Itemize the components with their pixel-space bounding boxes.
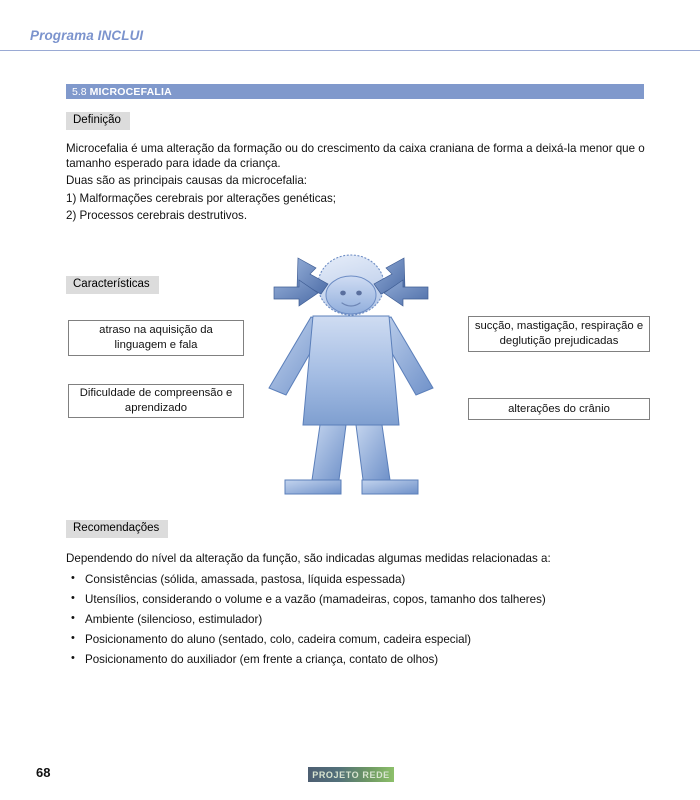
section-title-bar (66, 84, 644, 99)
definition-body (66, 141, 651, 224)
figure-leg-left (312, 425, 346, 480)
definition-badge-wrapper (66, 110, 651, 130)
section-name: MICROCEFALIA (89, 85, 172, 98)
header-divider (0, 50, 700, 51)
characteristics-badge-wrapper (66, 274, 159, 294)
list-item (66, 592, 651, 607)
characteristic-box-linguagem: atraso na aquisição da linguagem e fala (68, 320, 244, 356)
definition-paragraph: Microcefalia é uma alteração da formação ou do crescimento da caixa craniana de forma a deixá-la menor que o tamanho esperado para idade da criança. (66, 141, 645, 171)
bullet-glyph: • (71, 592, 75, 605)
section-number: 5.8 (72, 85, 87, 98)
bullet-glyph: • (71, 612, 75, 625)
list-item (66, 652, 651, 667)
recommendations-list (66, 572, 651, 667)
list-item (66, 632, 651, 647)
header-title: Programa INCLUI (30, 28, 144, 43)
figure-leg-right (356, 425, 390, 480)
page-header (0, 28, 700, 52)
list-item-label: Utensílios, considerando o volume e a vazão (mamadeiras, copos, tamanho dos talheres) (85, 593, 546, 607)
figure-legs (312, 425, 390, 480)
figure-torso (303, 316, 399, 425)
page-number: 68 (36, 765, 51, 780)
list-item-label: Ambiente (silencioso, estimulador) (85, 613, 263, 627)
characteristic-box-succao: sucção, mastigação, respiração e deglutição prejudicadas (468, 316, 650, 352)
recommendations-intro: Dependendo do nível da alteração da função, são indicadas algumas medidas relacionadas a: (66, 552, 551, 565)
content-column (66, 84, 651, 224)
characteristics-badge: Características (66, 276, 159, 294)
list-item (66, 612, 651, 627)
projeto-rede-logo (308, 767, 394, 782)
microcephaly-figure (236, 250, 466, 510)
logo-text: PROJETO REDE (312, 769, 390, 780)
bullet-glyph: • (71, 632, 75, 645)
bullet-glyph: • (71, 572, 75, 585)
recommendations-badge: Recomendações (66, 520, 168, 538)
recommendations-badge-wrapper (66, 518, 168, 538)
list-item (66, 572, 651, 587)
definition-paragraph: 2) Processos cerebrais destrutivos. (66, 209, 248, 223)
list-item-label: Posicionamento do auxiliador (em frente a criança, contato de olhos) (85, 653, 439, 667)
recommendations-body (66, 551, 651, 672)
figure-foot-right (362, 480, 418, 494)
list-item-label: Posicionamento do aluno (sentado, colo, cadeira comum, cadeira especial) (85, 633, 472, 647)
definition-paragraph: 1) Malformações cerebrais por alterações genéticas; (66, 191, 337, 205)
figure-foot-left (285, 480, 341, 494)
figure-feet (285, 480, 418, 494)
bullet-glyph: • (71, 652, 75, 665)
definition-paragraph: Duas são as principais causas da microcefalia: (66, 174, 308, 188)
characteristic-box-cranio: alterações do crânio (468, 398, 650, 420)
list-item-label: Consistências (sólida, amassada, pastosa, líquida espessada) (85, 573, 406, 587)
definition-badge: Definição (66, 112, 130, 130)
figure-head (318, 255, 384, 315)
characteristic-box-dificuldade: Dificuldade de compreensão e aprendizado (68, 384, 244, 418)
